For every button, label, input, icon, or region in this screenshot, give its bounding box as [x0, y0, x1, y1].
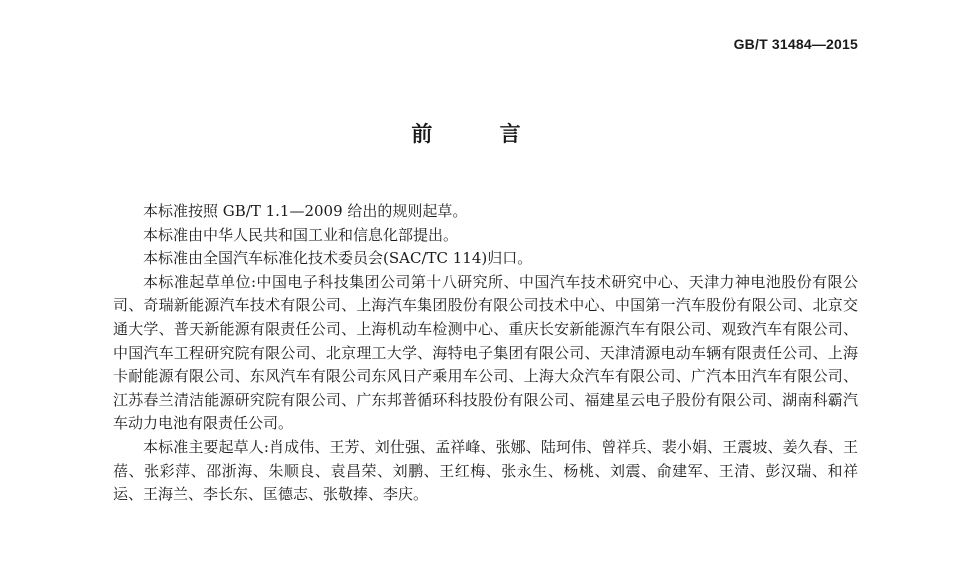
paragraph-drafting-rules: 本标准按照 GB/T 1.1—2009 给出的规则起草。: [143, 202, 468, 220]
page-title: 前 言: [411, 122, 551, 146]
paragraph-centralized-by: 本标准由全国汽车标准化技术委员会(SAC/TC 114)归口。: [143, 249, 533, 268]
paragraph-drafting-units: 本标准起草单位:中国电子科技集团公司第十八研究所、中国汽车技术研究中心、天津力神电池股份有限公司、奇瑞新能源汽车技术有限公司、上海汽车集团股份有限公司技术中心、中国第一汽车股份有限公司、北京交通大学、普天新能源有限责任公司、上海机动车检测中心、重庆长安新能源汽车有限公司、观致汽车有限公司、中国汽车工程研究院有限公司、北京理工大学、海特电子集团有限公司、天津清源电动车辆有限责任公司、上海卡耐能源有限公司、东风汽车有限公司东风日产乘用车公司、上海大众汽车有限公司、广汽本田汽车有限公司、江苏春兰清洁能源研究院有限公司、广东邦普循环科技股份有限公司、福建星云电子股份有限公司、湖南科霸汽车动力电池有限责任公司。: [113, 272, 858, 433]
paragraph-proposed-by: 本标准由中华人民共和国工业和信息化部提出。: [143, 225, 459, 244]
paragraph-drafters: 本标准主要起草人:肖成伟、王芳、刘仕强、孟祥峰、张娜、陆珂伟、曾祥兵、裴小娟、王震坡、姜久春、王蓓、张彩萍、邵浙海、朱顺良、袁昌荣、刘鹏、王红梅、张永生、杨桃、刘震、俞建军、王清、彭汉瑞、和祥运、王海兰、李长东、匡德志、张敬捧、李庆。: [113, 437, 858, 504]
standard-number: GB/T 31484—2015: [733, 36, 858, 52]
foreword-body: [113, 200, 858, 507]
